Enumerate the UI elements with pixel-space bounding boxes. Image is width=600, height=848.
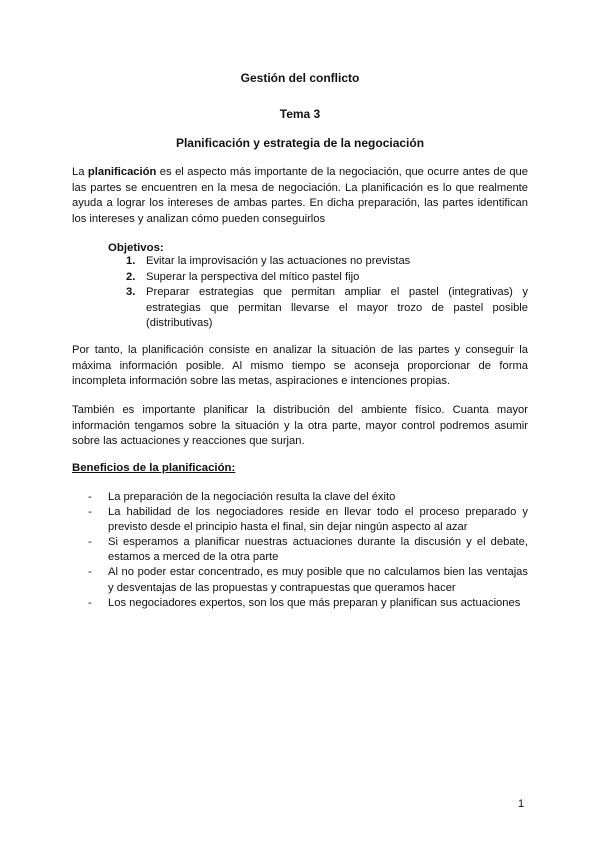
analysis-text: Por tanto, la planificación consiste en analizar la situación de las partes y conseguir la máxima información posible. Al mismo tiempo se aconseja proporcionar de forma incompleta información sobre las metas, aspiraciones e intenciones propias.	[72, 344, 528, 388]
benefits-list	[88, 490, 528, 611]
objectives-list	[108, 254, 528, 332]
objective-text: Superar la perspectiva del mítico pastel fijo	[146, 270, 360, 283]
analysis-paragraph	[72, 343, 528, 390]
benefit-item	[88, 596, 528, 611]
topic-heading: Tema 3	[279, 107, 321, 121]
objective-item	[108, 285, 528, 332]
benefit-item	[88, 565, 528, 595]
bullet-dash: -	[88, 566, 92, 579]
benefits-heading: Beneficios de la planificación:	[72, 462, 236, 474]
objective-number: 2.	[126, 270, 136, 283]
benefit-text: La habilidad de los negociadores reside en llevar todo el proceso preparado y previsto desde el principio hasta el final, sin dejar ningún aspecto al azar	[108, 506, 528, 534]
objective-text: Preparar estrategias que permitan ampliar el pastel (integrativas) y estrategias que permitan llevarse el mayor trozo de pastel posible (distributivas)	[146, 286, 528, 330]
intro-bold-term: planificación	[87, 166, 157, 178]
benefit-item	[88, 535, 528, 565]
objective-item	[108, 270, 528, 286]
objectives-heading: Objetivos:	[108, 242, 164, 254]
benefit-text: Los negociadores expertos, son los que más preparan y planifican sus actuaciones	[108, 596, 521, 609]
objective-number: 3.	[126, 286, 136, 299]
bullet-dash: -	[88, 506, 92, 519]
objective-text: Evitar la improvisación y las actuaciones no previstas	[146, 255, 411, 267]
environment-paragraph	[72, 403, 528, 450]
bullet-dash: -	[88, 536, 92, 549]
environment-text: También es importante planificar la distribución del ambiente físico. Cuanta mayor información tengamos sobre la situación y la otra parte, mayor control podremos asumir sobre las actuaciones y reacciones que surjan.	[72, 404, 528, 448]
intro-before: La	[72, 166, 88, 178]
benefit-text: La preparación de la negociación resulta la clave del éxito	[108, 491, 396, 503]
document-title: Gestión del conflicto	[240, 71, 360, 85]
objective-number: 1.	[126, 255, 136, 267]
benefit-text: Al no poder estar concentrado, es muy posible que no calculamos bien las ventajas y desventajas de las propuestas y contrapuestas que queramos hacer	[108, 566, 528, 594]
intro-after: es el aspecto más importante de la negociación, que ocurre antes de que las partes se encuentren en la mesa de negociación. La planificación es lo que realmente ayuda a lograr los intereses de ambas partes. En dicha preparación, las partes identifican los intereses y analizan cómo pueden conseguirlos	[72, 166, 528, 225]
bullet-dash: -	[88, 491, 92, 503]
section-subtitle: Planificación y estrategia de la negociación	[175, 136, 425, 150]
intro-paragraph	[72, 165, 528, 227]
bullet-dash: -	[88, 596, 92, 609]
page-number: 1	[518, 798, 525, 810]
benefit-text: Si esperamos a planificar nuestras actuaciones durante la discusión y el debate, estamos a merced de la otra parte	[108, 536, 528, 564]
objective-item	[108, 254, 528, 270]
benefit-item	[88, 505, 528, 535]
benefit-item	[88, 490, 528, 505]
